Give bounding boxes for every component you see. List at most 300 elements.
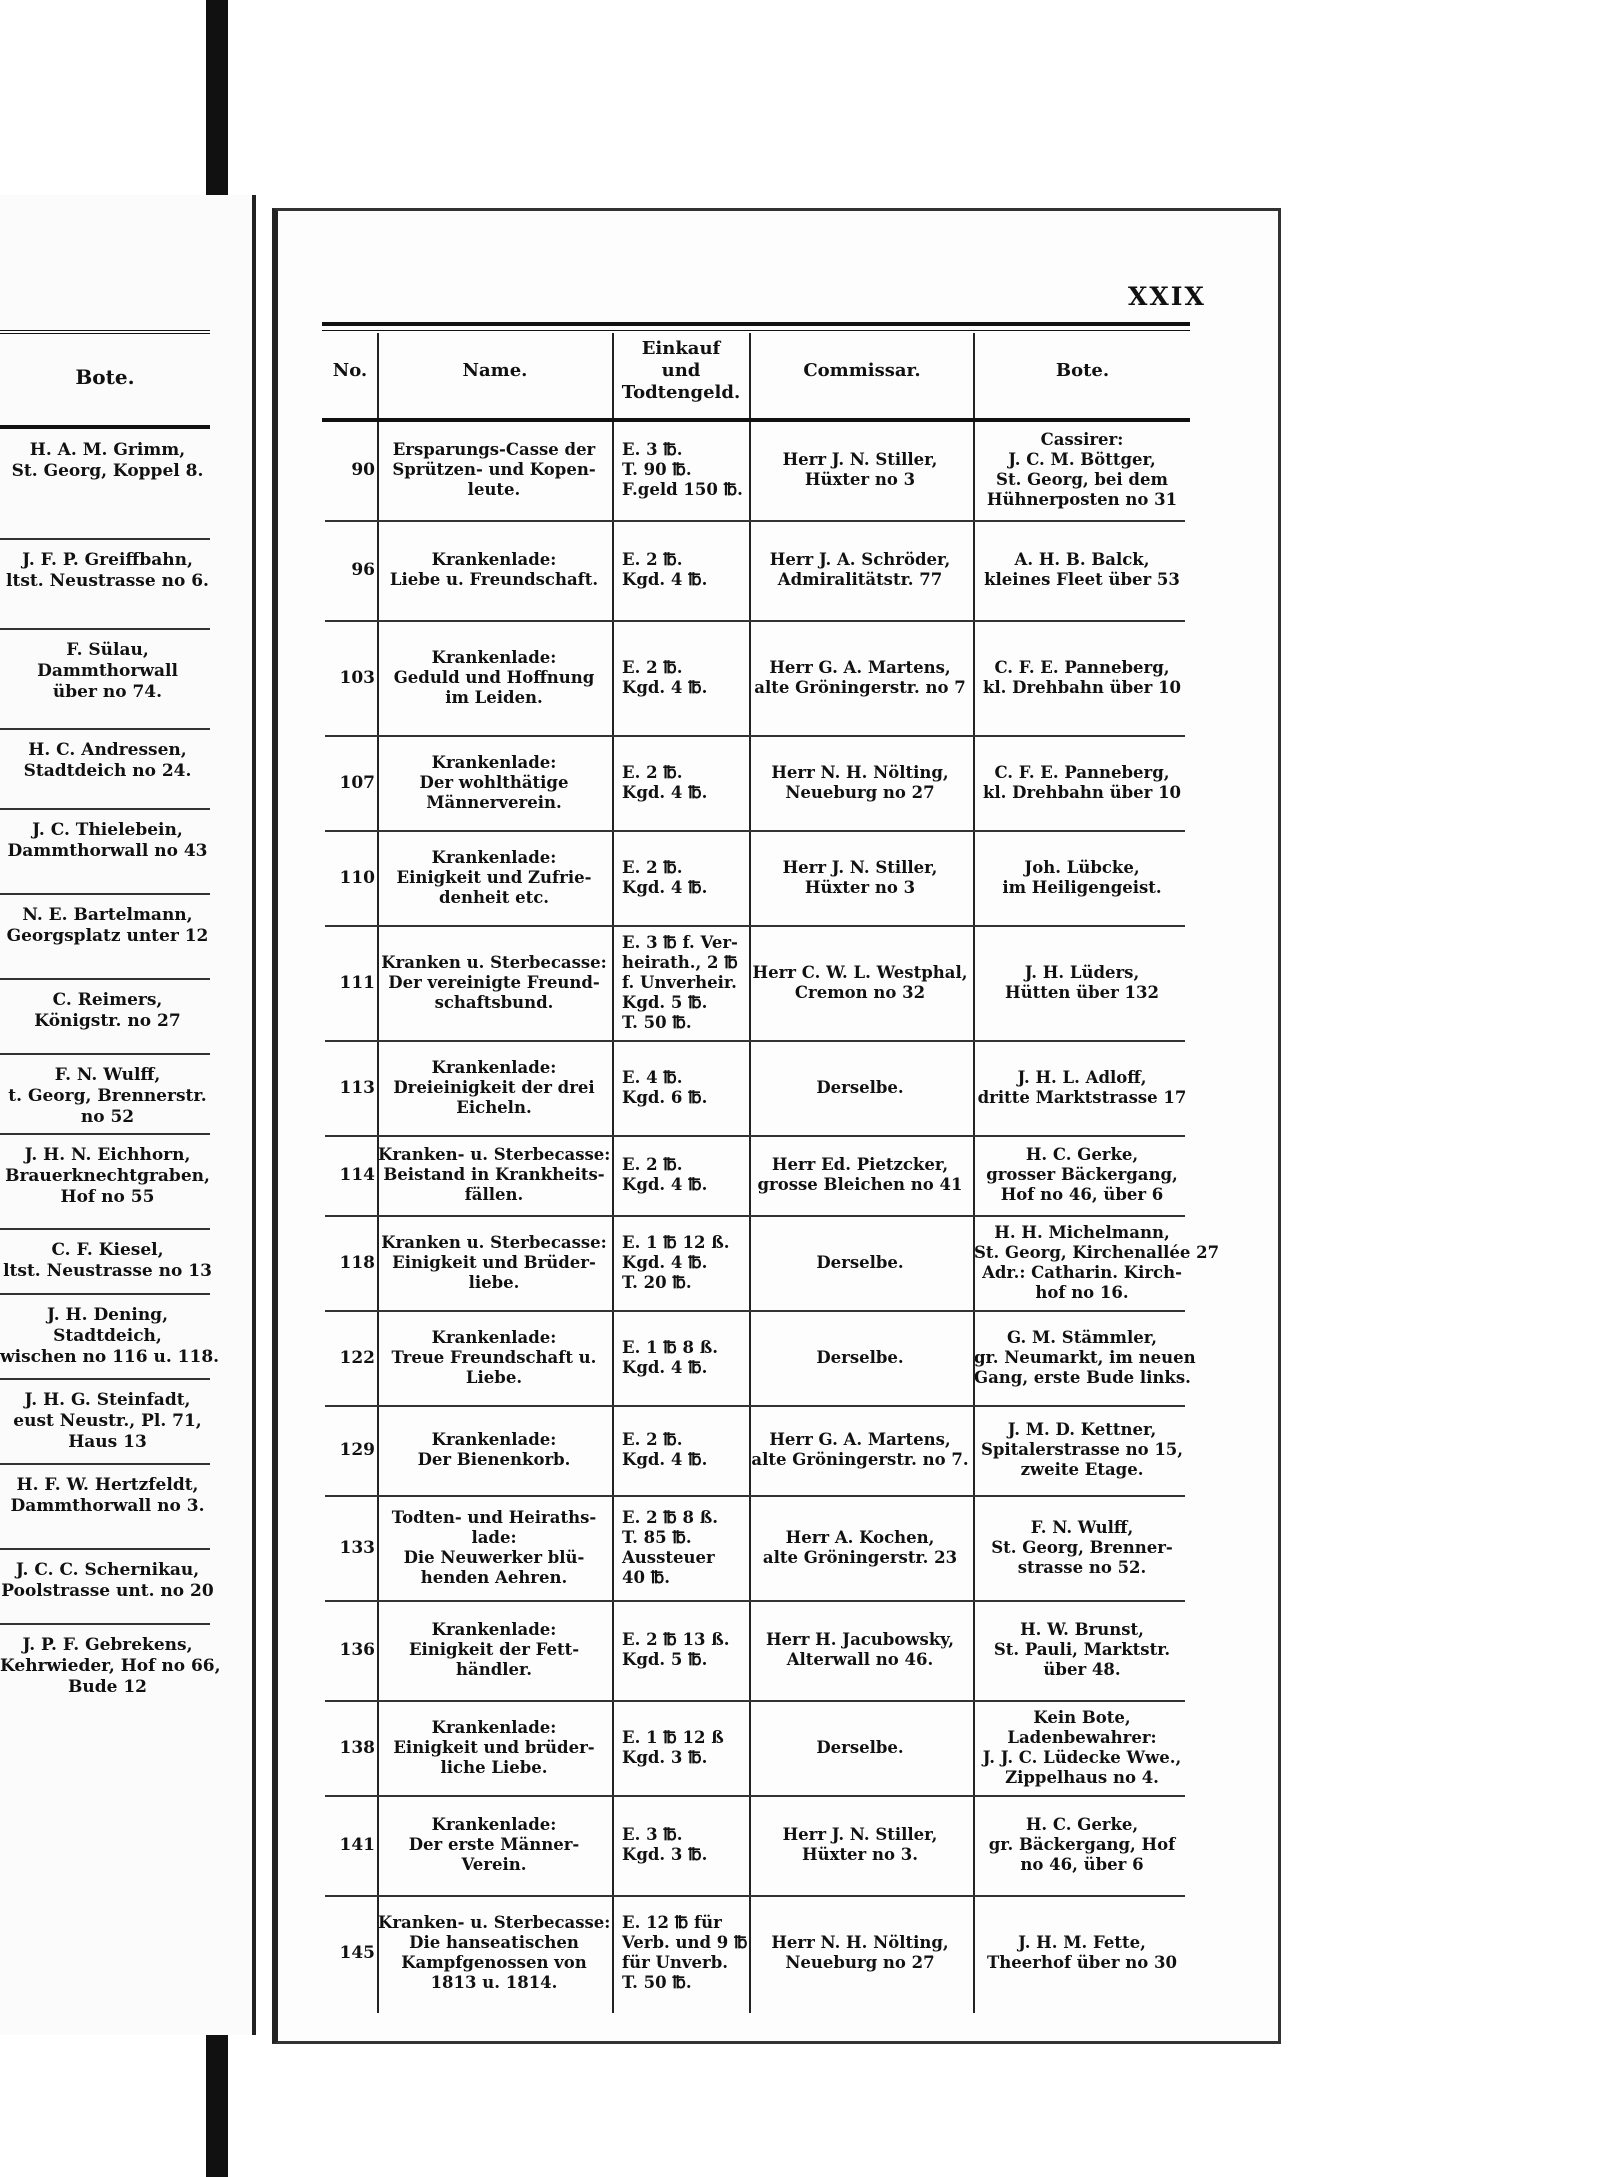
book-spine-marker xyxy=(206,0,228,200)
left-bote-line: H. F. W. Hertzfeldt, xyxy=(16,1475,199,1495)
cell-bote-line: H. C. Gerke, xyxy=(1025,1815,1139,1834)
cell-commissar xyxy=(748,1253,972,1273)
cell-fee xyxy=(612,1155,762,1195)
left-row-separator xyxy=(0,978,210,980)
cell-bote xyxy=(974,1815,1190,1875)
cell-fee-line: Kgd. 4 ℔. xyxy=(622,878,708,897)
cell-fee-line: Kgd. 5 ℔. xyxy=(622,1650,708,1669)
page-number: XXIX xyxy=(1128,282,1206,311)
cell-fee-line: Verb. und 9 ℔ xyxy=(622,1933,748,1952)
cell-name-line: Liebe. xyxy=(465,1368,523,1387)
left-bote-line: J. C. Thielebein, xyxy=(32,820,183,840)
row-separator xyxy=(325,1215,1185,1217)
left-header-rule xyxy=(0,425,210,429)
cell-fee-line: E. 2 ℔. xyxy=(622,550,683,569)
cell-bote xyxy=(974,658,1190,698)
cell-commissar-line: alte Gröningerstr. 23 xyxy=(762,1548,958,1567)
cell-name-line: Krankenlade: xyxy=(431,1815,557,1834)
cell-name-line: händler. xyxy=(456,1660,532,1679)
cell-name-line: Kranken u. Sterbecasse: xyxy=(381,953,607,972)
row-separator xyxy=(325,1600,1185,1602)
cell-bote-line: J. C. M. Böttger, xyxy=(1008,450,1156,469)
header-name: Name. xyxy=(462,360,528,381)
cell-bote-line: Theerhof über no 30 xyxy=(987,1953,1177,1972)
cell-commissar-line: Derselbe. xyxy=(816,1348,904,1367)
left-bote-line: Dammthorwall xyxy=(37,661,178,681)
cell-fee-line: E. 2 ℔. xyxy=(622,1155,683,1174)
cell-fee-line: Kgd. 6 ℔. xyxy=(622,1088,708,1107)
left-bote-line: Brauerknechtgraben, xyxy=(5,1166,210,1186)
cell-no xyxy=(325,1440,375,1460)
left-bote-line: H. A. M. Grimm, xyxy=(29,440,186,460)
cell-bote xyxy=(974,763,1190,803)
row-separator xyxy=(325,1135,1185,1137)
cell-no xyxy=(325,1078,375,1098)
left-bote-line: t. Georg, Brennerstr. xyxy=(8,1086,207,1106)
cell-name-line: Einigkeit der Fett- xyxy=(408,1640,580,1659)
cell-bote-line: St. Georg, Kirchenallée 27 xyxy=(974,1243,1220,1262)
left-bote-entry xyxy=(0,1240,215,1282)
header-rule xyxy=(322,418,1190,422)
cell-no-line: 136 xyxy=(339,1640,375,1660)
left-row-separator xyxy=(0,1548,210,1550)
cell-fee-line: T. 20 ℔. xyxy=(622,1273,692,1292)
cell-commissar xyxy=(748,1528,972,1568)
cell-fee-line: Kgd. 3 ℔. xyxy=(622,1748,708,1767)
cell-name-line: Krankenlade: xyxy=(431,1328,557,1347)
left-bote-line: Poolstrasse unt. no 20 xyxy=(1,1581,214,1601)
cell-fee xyxy=(612,858,762,898)
cell-fee xyxy=(612,1338,762,1378)
left-bote-entry xyxy=(0,1390,215,1453)
cell-name-line: fällen. xyxy=(464,1185,524,1204)
cell-fee-line: E. 12 ℔ für xyxy=(622,1913,722,1932)
cell-fee xyxy=(612,1068,762,1108)
book-spine-marker-bottom xyxy=(206,2030,228,2177)
cell-name-line: Die hanseatischen xyxy=(409,1933,579,1952)
cell-fee-line: für Unverb. xyxy=(622,1953,728,1972)
cell-commissar-line: Alterwall no 46. xyxy=(786,1650,934,1669)
cell-name xyxy=(378,1913,610,1993)
cell-commissar-line: Cremon no 32 xyxy=(794,983,926,1002)
cell-name-line: Krankenlade: xyxy=(431,753,557,772)
cell-fee-line: heirath., 2 ℔ xyxy=(622,953,738,972)
cell-commissar-line: alte Gröningerstr. no 7 xyxy=(754,678,966,697)
left-row-separator xyxy=(0,808,210,810)
cell-no xyxy=(325,773,375,793)
left-bote-line: Haus 13 xyxy=(68,1432,147,1452)
cell-bote-line: über 48. xyxy=(1043,1660,1121,1679)
cell-name-line: Kranken u. Sterbecasse: xyxy=(381,1233,607,1252)
cell-name-line: im Leiden. xyxy=(445,688,543,707)
row-separator xyxy=(325,735,1185,737)
cell-commissar-line: Herr N. H. Nölting, xyxy=(771,763,949,782)
cell-bote xyxy=(974,1068,1190,1108)
cell-bote-line: J. M. D. Kettner, xyxy=(1007,1420,1157,1439)
cell-bote xyxy=(974,1223,1220,1303)
cell-name-line: leute. xyxy=(467,480,521,499)
cell-name-line: 1813 u. 1814. xyxy=(430,1973,558,1992)
left-column-header: Bote. xyxy=(75,365,135,389)
cell-name-line: Geduld und Hoffnung xyxy=(393,668,595,687)
cell-commissar-line: Derselbe. xyxy=(816,1738,904,1757)
cell-fee xyxy=(612,658,762,698)
left-bote-line: J. H. N. Eichhorn, xyxy=(24,1145,191,1165)
cell-bote-line: C. F. E. Panneberg, xyxy=(994,763,1170,782)
left-row-separator xyxy=(0,893,210,895)
cell-bote-line: im Heiligengeist. xyxy=(1002,878,1162,897)
row-separator xyxy=(325,1895,1185,1897)
cell-name-line: Krankenlade: xyxy=(431,1058,557,1077)
cell-name xyxy=(378,1430,610,1470)
cell-bote xyxy=(974,1708,1190,1788)
cell-name-line: Beistand in Krankheits- xyxy=(383,1165,605,1184)
cell-no xyxy=(325,560,375,580)
left-bote-line: wischen no 116 u. 118. xyxy=(0,1347,220,1367)
left-bote-line: F. Sülau, xyxy=(66,640,149,660)
cell-bote-line: Hof no 46, über 6 xyxy=(1000,1185,1164,1204)
cell-name-line: Verein. xyxy=(461,1855,527,1874)
cell-fee-line: Kgd. 4 ℔. xyxy=(622,1358,708,1377)
cell-bote xyxy=(974,858,1190,898)
cell-bote-line: Adr.: Catharin. Kirch- xyxy=(982,1263,1182,1282)
cell-no xyxy=(325,668,375,688)
cell-name-line: Krankenlade: xyxy=(431,648,557,667)
cell-bote-line: H. H. Michelmann, xyxy=(994,1223,1170,1242)
row-separator xyxy=(325,1405,1185,1407)
left-row-separator xyxy=(0,728,210,730)
cell-name xyxy=(378,848,610,908)
left-bote-line: J. F. P. Greiffbahn, xyxy=(22,550,193,570)
cell-name xyxy=(378,1508,610,1588)
cell-name-line: henden Aehren. xyxy=(420,1568,568,1587)
cell-no-line: 107 xyxy=(339,773,375,793)
left-top-rule xyxy=(0,330,210,334)
cell-bote-line: G. M. Stämmler, xyxy=(1007,1328,1157,1347)
cell-fee-line: Kgd. 4 ℔. xyxy=(622,1175,708,1194)
cell-name-line: Eicheln. xyxy=(456,1098,532,1117)
cell-bote-line: Gang, erste Bude links. xyxy=(974,1368,1191,1387)
left-bote-entry xyxy=(0,440,215,482)
cell-fee-line: T. 90 ℔. xyxy=(622,460,692,479)
cell-commissar-line: Neueburg no 27 xyxy=(785,783,935,802)
cell-bote-line: dritte Marktstrasse 17 xyxy=(977,1088,1187,1107)
cell-bote-line: J. J. C. Lüdecke Wwe., xyxy=(982,1748,1182,1767)
left-bote-line: eust Neustr., Pl. 71, xyxy=(13,1411,202,1431)
cell-no-line: 96 xyxy=(351,560,375,580)
left-bote-line: J. H. Dening, xyxy=(46,1305,168,1325)
row-separator xyxy=(325,1040,1185,1042)
cell-commissar-line: Herr J. N. Stiller, xyxy=(782,858,938,877)
cell-name xyxy=(378,953,610,1013)
cell-commissar xyxy=(748,1348,972,1368)
cell-commissar xyxy=(748,658,972,698)
cell-name-line: Kranken- u. Sterbecasse: xyxy=(378,1913,611,1932)
cell-no xyxy=(325,973,375,993)
left-row-separator xyxy=(0,1133,210,1135)
cell-bote-line: kleines Fleet über 53 xyxy=(984,570,1180,589)
left-bote-line: Kehrwieder, Hof no 66, xyxy=(0,1656,221,1676)
cell-fee xyxy=(612,550,762,590)
left-page xyxy=(0,195,256,2035)
cell-name-line: Treue Freundschaft u. xyxy=(391,1348,597,1367)
left-row-separator xyxy=(0,1623,210,1625)
cell-name-line: Kranken- u. Sterbecasse: xyxy=(378,1145,611,1164)
row-separator xyxy=(325,520,1185,522)
cell-no xyxy=(325,1348,375,1368)
cell-fee-line: T. 50 ℔. xyxy=(622,1013,692,1032)
cell-bote-line: Joh. Lübcke, xyxy=(1024,858,1140,877)
cell-name-line: Der wohlthätige xyxy=(419,773,569,792)
cell-name-line: Einigkeit und Brüder- xyxy=(392,1253,596,1272)
cell-fee-line: E. 4 ℔. xyxy=(622,1068,683,1087)
row-separator xyxy=(325,1795,1185,1797)
cell-commissar-line: alte Gröningerstr. no 7. xyxy=(751,1450,969,1469)
left-row-separator xyxy=(0,538,210,540)
cell-name-line: Krankenlade: xyxy=(431,1718,557,1737)
cell-no-line: 90 xyxy=(351,460,375,480)
header-bote: Bote. xyxy=(1055,360,1110,381)
cell-no xyxy=(325,1640,375,1660)
cell-bote xyxy=(974,1145,1190,1205)
left-bote-line: J. P. F. Gebrekens, xyxy=(22,1635,193,1655)
cell-name-line: Todten- und Heiraths- xyxy=(391,1508,597,1527)
cell-bote-line: Zippelhaus no 4. xyxy=(1005,1768,1159,1787)
left-row-separator xyxy=(0,1228,210,1230)
cell-no-line: 145 xyxy=(339,1943,375,1963)
row-separator xyxy=(325,1310,1185,1312)
cell-bote-line: grosser Bäckergang, xyxy=(986,1165,1178,1184)
cell-fee xyxy=(612,1233,762,1293)
cell-name-line: Ersparungs-Casse der xyxy=(392,440,596,459)
table-top-rule xyxy=(322,322,1190,326)
left-bote-line: Dammthorwall no 43 xyxy=(7,841,208,861)
cell-name-line: Einigkeit und brüder- xyxy=(393,1738,595,1757)
cell-commissar-line: grosse Bleichen no 41 xyxy=(757,1175,963,1194)
cell-fee-line: E. 1 ℔ 12 ß. xyxy=(622,1233,730,1252)
cell-bote xyxy=(974,1620,1190,1680)
left-bote-line: über no 74. xyxy=(52,682,163,702)
cell-commissar xyxy=(748,550,972,590)
row-separator xyxy=(325,620,1185,622)
cell-fee xyxy=(612,933,762,1033)
cell-bote-line: gr. Bäckergang, Hof xyxy=(988,1835,1176,1854)
cell-fee-line: E. 2 ℔. xyxy=(622,1430,683,1449)
left-bote-line: Bude 12 xyxy=(67,1677,147,1697)
left-bote-line: Dammthorwall no 3. xyxy=(10,1496,205,1516)
left-bote-entry xyxy=(0,990,215,1032)
cell-fee-line: Kgd. 4 ℔. xyxy=(622,1253,708,1272)
cell-no-line: 122 xyxy=(339,1348,375,1368)
cell-bote-line: F. N. Wulff, xyxy=(1030,1518,1134,1537)
cell-bote-line: no 46, über 6 xyxy=(1020,1855,1144,1874)
cell-commissar xyxy=(748,1078,972,1098)
cell-commissar-line: Herr C. W. L. Westphal, xyxy=(752,963,968,982)
left-bote-line: H. C. Andressen, xyxy=(28,740,187,760)
cell-no xyxy=(325,1943,375,1963)
cell-name xyxy=(378,1718,610,1778)
cell-fee-line: Kgd. 3 ℔. xyxy=(622,1845,708,1864)
cell-bote-line: J. H. L. Adloff, xyxy=(1017,1068,1147,1087)
cell-commissar xyxy=(748,1933,972,1973)
left-bote-entry xyxy=(0,740,215,782)
left-bote-line: Stadtdeich, xyxy=(53,1326,162,1346)
cell-name xyxy=(378,753,610,813)
cell-commissar-line: Hüxter no 3 xyxy=(804,470,916,489)
cell-no-line: 118 xyxy=(339,1253,375,1273)
cell-fee xyxy=(612,440,762,500)
cell-commissar-line: Admiralitätstr. 77 xyxy=(777,570,943,589)
left-bote-entry xyxy=(0,1475,215,1517)
cell-no xyxy=(325,460,375,480)
cell-commissar-line: Herr A. Kochen, xyxy=(785,1528,935,1547)
cell-fee-line: E. 2 ℔. xyxy=(622,658,683,677)
left-bote-entry xyxy=(0,905,215,947)
left-bote-line: N. E. Bartelmann, xyxy=(22,905,193,925)
cell-name-line: Krankenlade: xyxy=(431,848,557,867)
header-commissar: Commissar. xyxy=(803,360,921,381)
row-separator xyxy=(325,1700,1185,1702)
cell-name xyxy=(378,1815,610,1875)
cell-name-line: Kampfgenossen von xyxy=(401,1953,587,1972)
cell-name-line: Sprützen- und Kopen- xyxy=(392,460,596,479)
cell-bote-line: C. F. E. Panneberg, xyxy=(994,658,1170,677)
cell-no xyxy=(325,1538,375,1558)
left-bote-entry xyxy=(0,1635,221,1698)
cell-bote-line: St. Pauli, Marktstr. xyxy=(993,1640,1171,1659)
cell-fee-line: E. 3 ℔ f. Ver- xyxy=(622,933,738,952)
cell-commissar xyxy=(748,1430,972,1470)
cell-no xyxy=(325,1738,375,1758)
cell-commissar xyxy=(748,1155,972,1195)
cell-fee xyxy=(612,1508,762,1588)
cell-commissar xyxy=(748,450,972,490)
cell-name-line: Dreieinigkeit der drei xyxy=(393,1078,595,1097)
cell-fee-line: T. 85 ℔. xyxy=(622,1528,692,1547)
cell-fee-line: E. 2 ℔. xyxy=(622,858,683,877)
cell-commissar-line: Hüxter no 3 xyxy=(804,878,916,897)
cell-bote xyxy=(974,1328,1196,1388)
cell-bote-line: Hütten über 132 xyxy=(1005,983,1159,1002)
cell-name-line: Krankenlade: xyxy=(431,1430,557,1449)
cell-commissar xyxy=(748,1738,972,1758)
cell-bote-line: H. C. Gerke, xyxy=(1025,1145,1139,1164)
cell-no xyxy=(325,1253,375,1273)
left-row-separator xyxy=(0,1053,210,1055)
left-bote-entry xyxy=(0,1065,215,1128)
cell-name-line: Der erste Männer- xyxy=(408,1835,580,1854)
cell-commissar-line: Herr Ed. Pietzcker, xyxy=(771,1155,949,1174)
cell-fee-line: F.geld 150 ℔. xyxy=(622,480,743,499)
left-bote-line: J. C. C. Schernikau, xyxy=(15,1560,200,1580)
cell-fee xyxy=(612,763,762,803)
cell-commissar-line: Herr G. A. Martens, xyxy=(769,1430,951,1449)
left-bote-line: ltst. Neustrasse no 6. xyxy=(6,571,209,591)
cell-bote-line: Ladenbewahrer: xyxy=(1007,1728,1157,1747)
cell-bote xyxy=(974,430,1190,510)
cell-name xyxy=(378,1328,610,1388)
cell-name-line: liebe. xyxy=(468,1273,520,1292)
cell-bote-line: strasse no 52. xyxy=(1017,1558,1147,1577)
cell-commissar-line: Derselbe. xyxy=(816,1253,904,1272)
cell-bote xyxy=(974,550,1190,590)
cell-name xyxy=(378,1058,610,1118)
cell-name xyxy=(378,1145,610,1205)
cell-no xyxy=(325,1165,375,1185)
cell-name xyxy=(378,550,610,590)
cell-commissar-line: Derselbe. xyxy=(816,1078,904,1097)
cell-fee-line: E. 1 ℔ 8 ß. xyxy=(622,1338,719,1357)
cell-name-line: liche Liebe. xyxy=(440,1758,548,1777)
cell-name-line: Krankenlade: xyxy=(431,550,557,569)
table-top-rule-thin xyxy=(322,330,1190,331)
cell-no-line: 114 xyxy=(339,1165,375,1185)
left-bote-line: Georgsplatz unter 12 xyxy=(6,926,209,946)
cell-bote-line: Hühnerposten no 31 xyxy=(986,490,1178,509)
left-bote-line: Königstr. no 27 xyxy=(34,1011,181,1031)
cell-no-line: 110 xyxy=(339,868,375,888)
left-bote-line: no 52 xyxy=(80,1107,135,1127)
row-separator xyxy=(325,925,1185,927)
row-separator xyxy=(325,830,1185,832)
left-bote-entry xyxy=(0,820,215,862)
cell-no-line: 111 xyxy=(339,973,375,993)
cell-no-line: 129 xyxy=(339,1440,375,1460)
left-row-separator xyxy=(0,628,210,630)
cell-fee xyxy=(612,1728,762,1768)
cell-commissar xyxy=(748,858,972,898)
cell-no-line: 113 xyxy=(339,1078,375,1098)
cell-fee xyxy=(612,1913,762,1993)
cell-no-line: 141 xyxy=(339,1835,375,1855)
cell-name-line: Der Bienenkorb. xyxy=(417,1450,571,1469)
cell-bote-line: A. H. B. Balck, xyxy=(1014,550,1150,569)
cell-commissar-line: Neueburg no 27 xyxy=(785,1953,935,1972)
cell-name-line: Krankenlade: xyxy=(431,1620,557,1639)
cell-bote-line: gr. Neumarkt, im neuen xyxy=(974,1348,1196,1367)
cell-bote-line: St. Georg, bei dem xyxy=(996,470,1168,489)
cell-commissar-line: Herr H. Jacubowsky, xyxy=(765,1630,955,1649)
left-bote-entry xyxy=(0,640,215,703)
cell-name-line: schaftsbund. xyxy=(434,993,554,1012)
cell-name-line: Die Neuwerker blü- xyxy=(403,1548,585,1567)
cell-fee-line: Aussteuer xyxy=(622,1548,715,1567)
row-separator xyxy=(325,1495,1185,1497)
cell-bote xyxy=(974,1933,1190,1973)
left-row-separator xyxy=(0,1463,210,1465)
cell-fee-line: T. 50 ℔. xyxy=(622,1973,692,1992)
cell-name-line: lade: xyxy=(471,1528,517,1547)
cell-bote-line: J. H. M. Fette, xyxy=(1018,1933,1146,1952)
cell-bote-line: Spitalerstrasse no 15, xyxy=(980,1440,1184,1459)
cell-commissar xyxy=(748,963,972,1003)
cell-no-line: 133 xyxy=(339,1538,375,1558)
left-bote-line: C. Reimers, xyxy=(52,990,163,1010)
cell-name-line: Liebe u. Freundschaft. xyxy=(389,570,599,589)
left-row-separator xyxy=(0,1378,210,1380)
cell-bote-line: kl. Drehbahn über 10 xyxy=(982,678,1182,697)
cell-name-line: Der vereinigte Freund- xyxy=(388,973,600,992)
cell-fee-line: E. 3 ℔. xyxy=(622,440,683,459)
cell-fee xyxy=(612,1430,762,1470)
cell-fee-line: E. 2 ℔ 13 ß. xyxy=(622,1630,730,1649)
cell-no xyxy=(325,1835,375,1855)
cell-no xyxy=(325,868,375,888)
header-fee: Einkauf und Todtengeld. xyxy=(621,338,741,403)
left-bote-entry xyxy=(0,1560,215,1602)
cell-bote-line: kl. Drehbahn über 10 xyxy=(982,783,1182,802)
cell-commissar xyxy=(748,763,972,803)
